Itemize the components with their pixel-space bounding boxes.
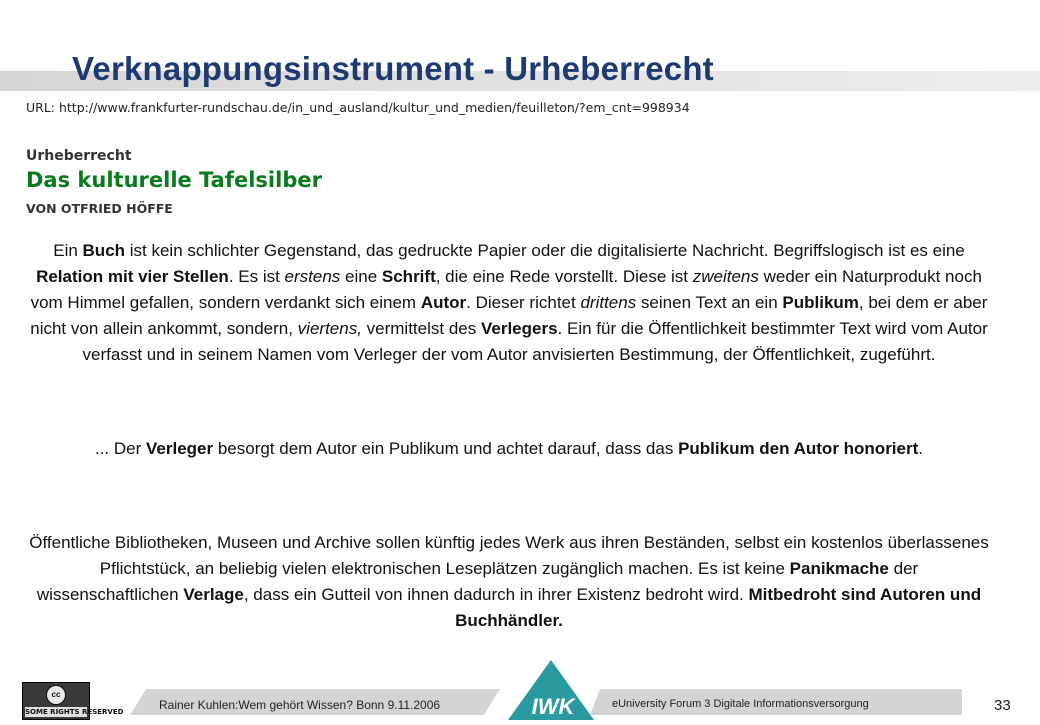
cc-badge-text: SOME RIGHTS RESERVED xyxy=(25,708,124,716)
footer-event: eUniversity Forum 3 Digitale Informationsversorgung xyxy=(612,698,869,710)
text-run: eine xyxy=(340,267,382,286)
text-run: . Es ist xyxy=(228,267,285,286)
text-run: . xyxy=(918,439,923,458)
text-run: weder ein Naturprodukt noch vom Himmel gefallen, sondern verdankt sich einem xyxy=(30,267,982,312)
cc-icon: cc xyxy=(46,685,66,705)
footer-author-date: Rainer Kuhlen:Wem gehört Wissen? Bonn 9.11.2006 xyxy=(159,698,441,712)
paragraph-3 xyxy=(28,530,990,634)
bold-text: Buch xyxy=(82,241,126,260)
bold-text: Publikum den Autor honoriert xyxy=(678,439,919,458)
bold-text: Panikmache xyxy=(789,559,889,578)
text-run: seinen Text an ein xyxy=(636,293,783,312)
page-number: 33 xyxy=(994,697,1011,714)
bold-text: Publikum xyxy=(782,293,859,312)
bold-text: Verleger xyxy=(146,439,214,458)
creative-commons-badge xyxy=(22,682,124,720)
italic-text: viertens, xyxy=(297,319,362,338)
italic-text: drittens xyxy=(580,293,637,312)
bold-text: Autor xyxy=(420,293,467,312)
iwk-logo-text: IWK xyxy=(531,694,575,719)
italic-text: zweitens xyxy=(692,267,759,286)
slide-title: Verknappungsinstrument - Urheberrecht xyxy=(72,50,714,87)
article-author: VON OTFRIED HÖFFE xyxy=(26,201,173,216)
article-url: URL: http://www.frankfurter-rundschau.de/in_und_ausland/kultur_und_medien/feuilleton/?em_cnt=998934 xyxy=(26,100,690,115)
text-run: , die eine Rede vorstellt. Diese ist xyxy=(435,267,693,286)
italic-text: erstens xyxy=(284,267,341,286)
iwk-logo xyxy=(508,660,594,725)
paragraph-2 xyxy=(28,436,990,462)
text-run: vermittelst des xyxy=(361,319,481,338)
text-run: , dass ein Gutteil von ihnen dadurch in ihrer Existenz bedroht wird. xyxy=(243,585,749,604)
bold-text: Relation mit vier Stellen xyxy=(36,267,229,286)
text-run: . Ein für die Öffentlichkeit bestimmter Text wird vom Autor verfasst und in seinem Namen vom Verleger der vom Autor anvisierten Bestimmung, der Öffentlichkeit, zugeführt. xyxy=(82,319,988,364)
text-run: der wissenschaftlichen xyxy=(36,559,919,604)
text-run: . Dieser richtet xyxy=(466,293,581,312)
text-run: , bei dem er aber nicht von allein ankommt, sondern, xyxy=(30,293,988,338)
bold-text: Mitbedroht sind Autoren und Buchhändler. xyxy=(455,585,982,630)
bold-text: Verlegers xyxy=(480,319,558,338)
text-run: besorgt dem Autor ein Publikum und achtet darauf, dass das xyxy=(213,439,679,458)
bold-text: Schrift xyxy=(381,267,436,286)
text-run: Ein xyxy=(53,241,83,260)
paragraph-1 xyxy=(28,238,990,368)
article-section: Urheberrecht xyxy=(26,148,132,164)
article-headline: Das kulturelle Tafelsilber xyxy=(26,168,322,192)
text-run: Öffentliche Bibliotheken, Museen und Archive sollen künftig jedes Werk aus ihren Beständen, selbst ein kostenlos überlassenes Pflichtstück, an beliebig vielen elektronischen Leseplätzen zugänglich machen. Es ist keine xyxy=(29,533,989,578)
bold-text: Verlage xyxy=(183,585,244,604)
text-run: ist kein schlichter Gegenstand, das gedruckte Papier oder die digitalisierte Nachricht. Begriffslogisch ist es eine xyxy=(125,241,965,260)
text-run: ... Der xyxy=(94,439,146,458)
